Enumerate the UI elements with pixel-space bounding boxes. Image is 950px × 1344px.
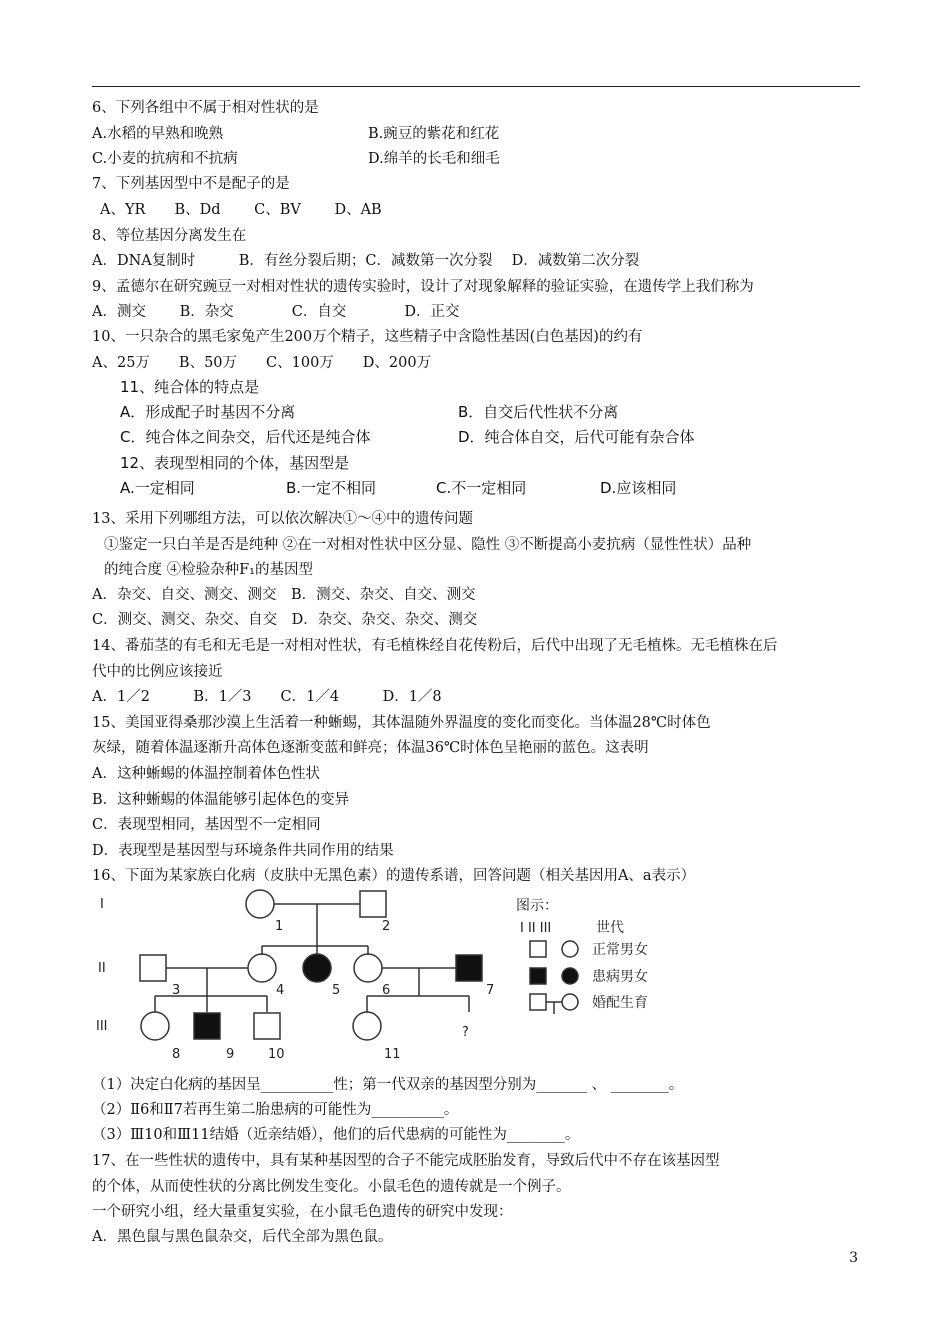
person-II-7-male-affected [456, 955, 482, 981]
legend-normal: 正常男女 [592, 942, 648, 958]
q14-stem-1: 14、番茄茎的有毛和无毛是一对相对性状，有毛植株经自花传粉后，后代中出现了无毛植株。无毛植株在后 [92, 638, 778, 654]
q13-stem: 13、采用下列哪组方法，可以依次解决①～④中的遗传问题 [92, 511, 473, 527]
q6-stem: 6、下列各组中不属于相对性状的是 [92, 100, 319, 116]
pedigree-label-11: 11 [384, 1047, 401, 1062]
q15-stem-2: 灰绿，随着体温逐渐升高体色逐渐变蓝和鲜亮；体温36℃时体色呈艳丽的蓝色。这表明 [92, 740, 649, 756]
q16-part-3: （3）Ⅲ10和Ⅲ11结婚（近亲结婚），他们的后代患病的可能性为________。 [92, 1127, 580, 1143]
q6-option-d: D.绵羊的长毛和细毛 [368, 151, 500, 167]
q13-body-1: ①鉴定一只白羊是否是纯种 ②在一对相对性状中区分显、隐性 ③不断提高小麦抗病（显性性状）品种 [104, 537, 752, 553]
person-II-6-female [354, 954, 382, 982]
q13-options-cd: C．测交、测交、杂交、自交 D．杂交、杂交、杂交、测交 [92, 612, 478, 628]
q14-stem-2: 代中的比例应该接近 [92, 664, 223, 680]
q12-stem: 12、表现型相同的个体，基因型是 [120, 454, 350, 472]
q12-option-d: D.应该相同 [600, 479, 677, 497]
q16-part-2: （2）Ⅱ6和Ⅱ7若再生第二胎患病的可能性为__________。 [92, 1102, 459, 1118]
pedigree-label-7: 7 [486, 983, 495, 998]
header-rule [92, 86, 860, 87]
pedigree-label-9: 9 [226, 1047, 235, 1062]
pedigree-label-3: 3 [172, 983, 181, 998]
pedigree-label-6: 6 [382, 983, 391, 998]
pedigree-label-1: 1 [275, 919, 284, 934]
q15-stem-1: 15、美国亚得桑那沙漠上生活着一种蜥蜴，其体温随外界温度的变化而变化。当体温28℃时体色 [92, 715, 711, 731]
q14-options: A．1／2 B．1／3 C．1／4 D．1／8 [92, 689, 442, 705]
q12-option-b: B.一定不相同 [286, 479, 377, 497]
legend-generations-text: 世代 [596, 920, 624, 936]
pedigree-label-2: 2 [382, 919, 391, 934]
pedigree-label-10: 10 [268, 1047, 285, 1062]
pedigree-diagram [92, 888, 692, 1066]
q13-body-2: 的纯合度 ④检验杂种F₁的基因型 [104, 562, 313, 578]
pedigree-label-5: 5 [332, 983, 341, 998]
person-III-8-female [141, 1012, 169, 1040]
pedigree-label-4: 4 [276, 983, 285, 998]
person-II-3-male [140, 955, 166, 981]
gen-label-I: I [100, 897, 104, 912]
pedigree-label-8: 8 [172, 1047, 181, 1062]
q15-option-c: C．表现型相同，基因型不一定相同 [92, 817, 321, 833]
legend-affected: 患病男女 [592, 969, 648, 985]
person-III-9-male-affected [194, 1013, 220, 1039]
page-number: 3 [849, 1250, 858, 1266]
q11-option-b: B．自交后代性状不分离 [458, 403, 619, 421]
q10-stem: 10、一只杂合的黑毛家兔产生200万个精子，这些精子中含隐性基因(白色基因)的约有 [92, 329, 643, 345]
gen-label-II: II [98, 961, 106, 976]
person-III-11-female [353, 1012, 381, 1040]
person-III-10-male [254, 1013, 280, 1039]
q15-option-a: A．这种蜥蜴的体温控制着体色性状 [92, 766, 320, 782]
q17-stem-2: 的个体，从而使性状的分离比例发生变化。小鼠毛色的遗传就是一个例子。 [92, 1179, 571, 1195]
q9-options: A．测交 B．杂交 C．自交 D．正交 [92, 304, 460, 320]
q8-options: A．DNA复制时 B．有丝分裂后期；C．减数第一次分裂 D．减数第二次分裂 [92, 253, 640, 269]
pedigree-label-unknown: ? [462, 1025, 469, 1040]
q17-stem-3: 一个研究小组，经大量重复实验，在小鼠毛色遗传的研究中发现： [92, 1204, 513, 1220]
q12-option-a: A.一定相同 [120, 479, 195, 497]
person-II-5-female-affected [303, 954, 331, 982]
q16-stem: 16、下面为某家族白化病（皮肤中无黑色素）的遗传系谱，回答问题（相关基因用A、a表示） [92, 868, 696, 884]
person-II-4-female [248, 954, 276, 982]
q6-option-a: A.水稻的早熟和晚熟 [92, 126, 224, 142]
q6-option-c: C.小麦的抗病和不抗病 [92, 151, 238, 167]
q8-stem: 8、等位基因分离发生在 [92, 228, 247, 244]
q17-stem-1: 17、在一些性状的遗传中，具有某种基因型的合子不能完成胚胎发育，导致后代中不存在该基因型 [92, 1153, 720, 1169]
q15-option-d: D．表现型是基因型与环境条件共同作用的结果 [92, 843, 394, 859]
gen-label-III: III [96, 1019, 108, 1034]
legend-title: 图示： [516, 898, 558, 914]
q15-option-b: B．这种蜥蜴的体温能够引起体色的变异 [92, 792, 350, 808]
q16-part-1: （1）决定白化病的基因呈__________性；第一代双亲的基因型分别为_______ 、 ________。 [92, 1077, 684, 1093]
q11-stem: 11、纯合体的特点是 [120, 378, 260, 396]
q11-option-c: C．纯合体之间杂交，后代还是纯合体 [120, 428, 371, 446]
q13-options-ab: A．杂交、自交、测交、测交 B．测交、杂交、自交、测交 [92, 587, 476, 603]
q12-option-c: C.不一定相同 [436, 479, 527, 497]
person-I-2-male [360, 891, 386, 917]
q7-options: A、YR B、Dd C、BV D、AB [100, 202, 382, 218]
q11-option-d: D．纯合体自交，后代可能有杂合体 [458, 428, 695, 446]
legend-mating: 婚配生育 [592, 995, 648, 1011]
person-I-1-female [246, 890, 274, 918]
q7-stem: 7、下列基因型中不是配子的是 [92, 176, 290, 192]
q10-options: A、25万 B、50万 C、100万 D、200万 [92, 355, 432, 371]
q6-option-b: B.豌豆的紫花和红花 [368, 126, 500, 142]
q9-stem: 9、孟德尔在研究豌豆一对相对性状的遗传实验时，设计了对现象解释的验证实验，在遗传学上我们称为 [92, 279, 754, 295]
q11-option-a: A．形成配子时基因不分离 [120, 403, 296, 421]
q17-option-a: A．黑色鼠与黑色鼠杂交，后代全部为黑色鼠。 [92, 1229, 393, 1245]
legend-generations: I II III [520, 921, 552, 936]
